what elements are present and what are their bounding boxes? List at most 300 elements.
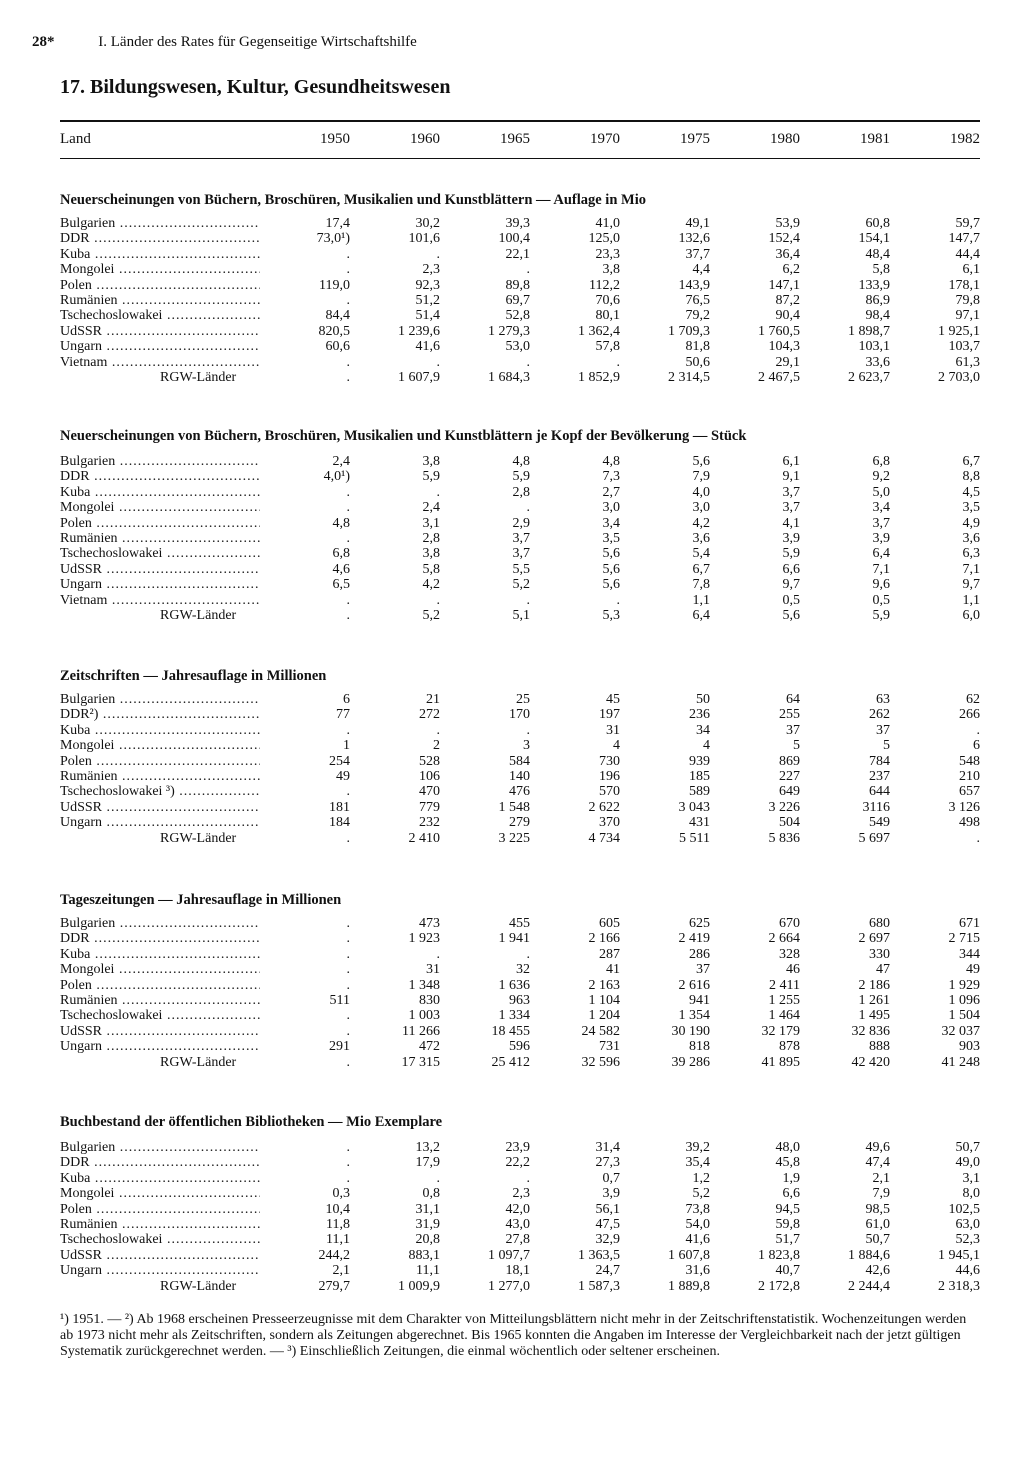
- value-cell: 41,6: [415, 339, 440, 355]
- value-cell: 20,8: [415, 1232, 440, 1248]
- table-row: [60, 815, 980, 830]
- value-cell: 112,2: [589, 277, 620, 293]
- value-cell: 2,4: [422, 500, 440, 516]
- value-cell: 79,2: [685, 308, 710, 324]
- value-cell: .: [346, 784, 350, 800]
- value-cell: 81,8: [685, 339, 710, 355]
- value-cell: 4,8: [332, 515, 350, 531]
- value-cell: 671: [959, 916, 980, 931]
- value-cell: 119,0: [319, 277, 350, 293]
- value-cell: 344: [959, 946, 980, 962]
- value-cell: 9,2: [872, 469, 890, 485]
- country-label: Mongolei .....: [60, 738, 260, 753]
- value-cell: 9,1: [782, 469, 800, 485]
- total-value-cell: 1 607,9: [398, 370, 440, 386]
- value-cell: 1,9: [782, 1170, 800, 1186]
- table-row: [60, 231, 980, 246]
- value-cell: 0,3: [332, 1186, 350, 1202]
- value-cell: 101,6: [408, 231, 440, 247]
- country-label: Tschechoslowakei .....: [60, 1008, 260, 1023]
- total-row: [60, 831, 980, 846]
- total-value-cell: 5,2: [422, 608, 440, 624]
- value-cell: 64: [786, 692, 800, 707]
- value-cell: 3,4: [602, 515, 620, 531]
- value-cell: .: [616, 354, 620, 370]
- value-cell: 596: [509, 1039, 530, 1055]
- value-cell: 1 239,6: [398, 323, 440, 339]
- value-cell: 1 929: [948, 977, 980, 993]
- value-cell: 3,1: [422, 515, 440, 531]
- table-row: [60, 469, 980, 484]
- value-cell: 6,2: [782, 262, 800, 278]
- table-row: [60, 692, 980, 707]
- total-label: RGW-Länder: [160, 830, 237, 846]
- value-cell: 31,9: [415, 1217, 440, 1233]
- value-cell: 49: [966, 962, 980, 978]
- value-cell: 3,8: [602, 262, 620, 278]
- value-cell: 11,1: [416, 1263, 440, 1279]
- country-label: Bulgarien .....: [60, 1140, 260, 1155]
- value-cell: 1: [343, 738, 350, 754]
- value-cell: 903: [959, 1039, 980, 1055]
- value-cell: 5,2: [512, 577, 530, 593]
- value-cell: 51,2: [415, 293, 440, 309]
- value-cell: 4,2: [422, 577, 440, 593]
- value-cell: 49,0: [955, 1155, 980, 1171]
- total-row: [60, 1055, 980, 1070]
- table-row: [60, 339, 980, 354]
- value-cell: 1 363,5: [578, 1247, 620, 1263]
- value-cell: 32: [516, 962, 530, 978]
- country-label: Rumänien .....: [60, 769, 260, 784]
- value-cell: 528: [419, 753, 440, 769]
- value-cell: .: [616, 592, 620, 608]
- total-value-cell: 2 244,4: [848, 1278, 890, 1294]
- value-cell: 2 411: [769, 977, 800, 993]
- value-cell: 210: [959, 769, 980, 785]
- total-value-cell: 2 467,5: [758, 370, 800, 386]
- value-cell: 6,7: [692, 561, 710, 577]
- total-value-cell: 1 889,8: [668, 1278, 710, 1294]
- table-row: [60, 993, 980, 1008]
- country-label: Vietnam .....: [60, 593, 260, 608]
- value-cell: 1 548: [498, 799, 530, 815]
- value-cell: .: [526, 354, 530, 370]
- table-row: [60, 1202, 980, 1217]
- value-cell: 7,1: [962, 561, 980, 577]
- value-cell: 1 709,3: [668, 323, 710, 339]
- value-cell: 255: [779, 707, 800, 723]
- value-cell: .: [526, 262, 530, 278]
- value-cell: 11,8: [326, 1217, 350, 1233]
- total-value-cell: 1 587,3: [578, 1278, 620, 1294]
- value-cell: 57,8: [595, 339, 620, 355]
- value-cell: 60,6: [325, 339, 350, 355]
- value-cell: 549: [869, 815, 890, 831]
- table-row: [60, 355, 980, 370]
- value-cell: 106: [419, 769, 440, 785]
- value-cell: 1 607,8: [668, 1247, 710, 1263]
- value-cell: 3: [523, 738, 530, 754]
- table-row: [60, 1140, 980, 1155]
- value-cell: 5,5: [512, 561, 530, 577]
- value-cell: 49,6: [865, 1140, 890, 1155]
- country-label: Tschechoslowakei .....: [60, 1232, 260, 1247]
- country-label: UdSSR .....: [60, 800, 260, 815]
- total-value-cell: 3 225: [498, 830, 530, 846]
- value-cell: 2 186: [858, 977, 890, 993]
- value-cell: 4,0¹): [323, 469, 350, 485]
- value-cell: 476: [509, 784, 530, 800]
- value-cell: 883,1: [408, 1247, 440, 1263]
- value-cell: 1 096: [948, 993, 980, 1009]
- value-cell: 1 348: [408, 977, 440, 993]
- table-row: [60, 516, 980, 531]
- value-cell: 37,7: [685, 246, 710, 262]
- value-cell: 4,8: [602, 454, 620, 469]
- value-cell: 181: [329, 799, 350, 815]
- value-cell: 5,0: [872, 484, 890, 500]
- country-label: UdSSR .....: [60, 1248, 260, 1263]
- value-cell: 59,8: [775, 1217, 800, 1233]
- value-cell: 80,1: [595, 308, 620, 324]
- table-row: [60, 593, 980, 608]
- country-label: Bulgarien .....: [60, 454, 260, 469]
- value-cell: 73,8: [685, 1201, 710, 1217]
- value-cell: 287: [599, 946, 620, 962]
- section-table: [60, 1140, 980, 1294]
- value-cell: 60,8: [865, 216, 890, 231]
- table-row: [60, 216, 980, 231]
- value-cell: 22,1: [505, 246, 530, 262]
- value-cell: 39,2: [685, 1140, 710, 1155]
- table-row: [60, 454, 980, 469]
- value-cell: 1 354: [678, 1008, 710, 1024]
- value-cell: 511: [329, 993, 350, 1009]
- value-cell: 197: [599, 707, 620, 723]
- value-cell: 279: [509, 815, 530, 831]
- value-cell: .: [526, 592, 530, 608]
- value-cell: 1,2: [692, 1170, 710, 1186]
- value-cell: .: [526, 722, 530, 738]
- value-cell: 1 464: [768, 1008, 800, 1024]
- country-label: DDR .....: [60, 469, 260, 484]
- table-row: [60, 546, 980, 561]
- column-header-year: 1980: [770, 131, 800, 147]
- value-cell: 570: [599, 784, 620, 800]
- column-header: [60, 132, 980, 147]
- value-cell: 48,0: [775, 1140, 800, 1155]
- section-table: [60, 916, 980, 1070]
- value-cell: 98,5: [865, 1201, 890, 1217]
- value-cell: 140: [509, 769, 530, 785]
- value-cell: 730: [599, 753, 620, 769]
- value-cell: .: [346, 977, 350, 993]
- running-head: [32, 34, 992, 51]
- value-cell: 4: [703, 738, 710, 754]
- value-cell: 41,0: [595, 216, 620, 231]
- value-cell: 2 166: [588, 931, 620, 947]
- value-cell: 90,4: [775, 308, 800, 324]
- value-cell: 504: [779, 815, 800, 831]
- value-cell: 5,4: [692, 546, 710, 562]
- value-cell: 50: [696, 692, 710, 707]
- total-label: RGW-Länder: [160, 1278, 237, 1294]
- value-cell: 2,7: [602, 484, 620, 500]
- country-label: Polen .....: [60, 1202, 260, 1217]
- value-cell: 11 266: [402, 1023, 440, 1039]
- country-label: Polen .....: [60, 516, 260, 531]
- table-row: [60, 262, 980, 277]
- total-value-cell: 4 734: [588, 830, 620, 846]
- value-cell: 5: [883, 738, 890, 754]
- country-label: Mongolei .....: [60, 262, 260, 277]
- value-cell: .: [346, 484, 350, 500]
- value-cell: 8,0: [962, 1186, 980, 1202]
- value-cell: 6: [973, 738, 980, 754]
- value-cell: 941: [689, 993, 710, 1009]
- value-cell: 31: [426, 962, 440, 978]
- total-value-cell: .: [346, 370, 350, 386]
- value-cell: 13,2: [415, 1140, 440, 1155]
- section-title: Buchbestand der öffentlichen Bibliotheken — Mio Exemplare: [60, 1114, 443, 1130]
- value-cell: 1 925,1: [938, 323, 980, 339]
- table-row: [60, 577, 980, 592]
- column-header-year: 1960: [410, 131, 440, 147]
- table-row: [60, 738, 980, 753]
- value-cell: 84,4: [325, 308, 350, 324]
- header-top-rule: [60, 120, 980, 122]
- value-cell: 3,6: [692, 531, 710, 547]
- total-label: RGW-Länder: [160, 1054, 237, 1070]
- value-cell: 431: [689, 815, 710, 831]
- value-cell: 3,1: [962, 1170, 980, 1186]
- total-value-cell: 1 852,9: [578, 370, 620, 386]
- country-label: Polen .....: [60, 754, 260, 769]
- value-cell: .: [436, 484, 440, 500]
- value-cell: 8,8: [962, 469, 980, 485]
- total-value-cell: .: [346, 830, 350, 846]
- value-cell: 0,7: [602, 1170, 620, 1186]
- value-cell: 784: [869, 753, 890, 769]
- value-cell: 61,3: [955, 354, 980, 370]
- total-value-cell: .: [976, 830, 980, 846]
- value-cell: 4,8: [512, 454, 530, 469]
- value-cell: 2,8: [422, 531, 440, 547]
- country-label: Tschechoslowakei ³) .....: [60, 784, 260, 799]
- value-cell: 89,8: [505, 277, 530, 293]
- value-cell: 3,0: [602, 500, 620, 516]
- value-cell: .: [436, 722, 440, 738]
- total-value-cell: 5,3: [602, 608, 620, 624]
- value-cell: 2,1: [872, 1170, 890, 1186]
- value-cell: 23,3: [595, 246, 620, 262]
- value-cell: 61,0: [865, 1217, 890, 1233]
- value-cell: 31,4: [595, 1140, 620, 1155]
- value-cell: 49: [336, 769, 350, 785]
- value-cell: 70,6: [595, 293, 620, 309]
- table-row: [60, 800, 980, 815]
- value-cell: .: [436, 354, 440, 370]
- page-number: 28*: [32, 34, 55, 50]
- table-row: [60, 500, 980, 515]
- value-cell: 152,4: [768, 231, 800, 247]
- value-cell: 23,9: [505, 1140, 530, 1155]
- value-cell: 1 279,3: [488, 323, 530, 339]
- value-cell: 17,4: [325, 216, 350, 231]
- value-cell: .: [346, 293, 350, 309]
- value-cell: .: [346, 531, 350, 547]
- value-cell: 3 043: [678, 799, 710, 815]
- value-cell: 888: [869, 1039, 890, 1055]
- value-cell: 680: [869, 916, 890, 931]
- value-cell: 6: [343, 692, 350, 707]
- value-cell: 2 664: [768, 931, 800, 947]
- total-value-cell: 25 412: [491, 1054, 530, 1070]
- value-cell: 45,8: [775, 1155, 800, 1171]
- value-cell: 1 504: [948, 1008, 980, 1024]
- value-cell: 670: [779, 916, 800, 931]
- total-value-cell: 32 596: [581, 1054, 620, 1070]
- total-value-cell: 2 410: [408, 830, 440, 846]
- header-bottom-rule: [60, 158, 980, 159]
- value-cell: 92,3: [415, 277, 440, 293]
- value-cell: 5,9: [512, 469, 530, 485]
- section-title: Tageszeitungen — Jahresauflage in Millionen: [60, 892, 342, 908]
- value-cell: 5: [793, 738, 800, 754]
- total-value-cell: 6,4: [692, 608, 710, 624]
- country-label: Kuba .....: [60, 723, 260, 738]
- value-cell: 0,8: [422, 1186, 440, 1202]
- value-cell: 52,8: [505, 308, 530, 324]
- value-cell: 37: [696, 962, 710, 978]
- value-cell: 52,3: [955, 1232, 980, 1248]
- value-cell: 818: [689, 1039, 710, 1055]
- value-cell: 50,7: [865, 1232, 890, 1248]
- value-cell: 73,0¹): [316, 231, 350, 247]
- value-cell: 254: [329, 753, 350, 769]
- value-cell: 1 884,6: [848, 1247, 890, 1263]
- country-label: Bulgarien .....: [60, 692, 260, 707]
- total-value-cell: 39 286: [671, 1054, 710, 1070]
- section-table: [60, 454, 980, 623]
- value-cell: 185: [689, 769, 710, 785]
- value-cell: 3,7: [872, 515, 890, 531]
- value-cell: 470: [419, 784, 440, 800]
- value-cell: 227: [779, 769, 800, 785]
- column-header-year: 1965: [500, 131, 530, 147]
- column-header-year: 1975: [680, 131, 710, 147]
- value-cell: 7,1: [872, 561, 890, 577]
- value-cell: 731: [599, 1039, 620, 1055]
- table-row: [60, 324, 980, 339]
- value-cell: 548: [959, 753, 980, 769]
- value-cell: 589: [689, 784, 710, 800]
- value-cell: 31,1: [415, 1201, 440, 1217]
- value-cell: 97,1: [955, 308, 980, 324]
- value-cell: 328: [779, 946, 800, 962]
- value-cell: 47: [876, 962, 890, 978]
- value-cell: 3,9: [782, 531, 800, 547]
- value-cell: 2 715: [948, 931, 980, 947]
- value-cell: 1 945,1: [938, 1247, 980, 1263]
- value-cell: 2,8: [512, 484, 530, 500]
- country-label: Tschechoslowakei .....: [60, 308, 260, 323]
- total-label: RGW-Länder: [160, 608, 237, 624]
- table-row: [60, 978, 980, 993]
- total-row: [60, 1279, 980, 1294]
- value-cell: 779: [419, 799, 440, 815]
- value-cell: 0,5: [782, 592, 800, 608]
- value-cell: 45: [606, 692, 620, 707]
- value-cell: 41,6: [685, 1232, 710, 1248]
- total-value-cell: 1 684,3: [488, 370, 530, 386]
- value-cell: 31,6: [685, 1263, 710, 1279]
- value-cell: 2 163: [588, 977, 620, 993]
- value-cell: 2 419: [678, 931, 710, 947]
- value-cell: 4,4: [692, 262, 710, 278]
- value-cell: 1 760,5: [758, 323, 800, 339]
- value-cell: 1 255: [768, 993, 800, 1009]
- value-cell: .: [346, 262, 350, 278]
- total-value-cell: 2 172,8: [758, 1278, 800, 1294]
- table-row: [60, 1232, 980, 1247]
- value-cell: 102,5: [948, 1201, 980, 1217]
- value-cell: 3,7: [512, 546, 530, 562]
- table-row: [60, 1263, 980, 1278]
- value-cell: 1 636: [498, 977, 530, 993]
- country-label: DDR .....: [60, 931, 260, 946]
- country-label: Ungarn .....: [60, 815, 260, 830]
- table-row: [60, 931, 980, 946]
- value-cell: .: [346, 500, 350, 516]
- country-label: Ungarn .....: [60, 339, 260, 354]
- value-cell: 272: [419, 707, 440, 723]
- total-value-cell: 41 895: [761, 1054, 800, 1070]
- value-cell: 605: [599, 916, 620, 931]
- value-cell: 5,8: [872, 262, 890, 278]
- value-cell: 3,4: [872, 500, 890, 516]
- table-row: [60, 293, 980, 308]
- value-cell: 4,6: [332, 561, 350, 577]
- value-cell: 6,7: [962, 454, 980, 469]
- total-value-cell: .: [346, 608, 350, 624]
- country-label: Ungarn .....: [60, 1039, 260, 1054]
- value-cell: 34: [696, 722, 710, 738]
- value-cell: 1 261: [858, 993, 890, 1009]
- value-cell: 7,9: [872, 1186, 890, 1202]
- value-cell: .: [526, 500, 530, 516]
- value-cell: 878: [779, 1039, 800, 1055]
- value-cell: 6,6: [782, 561, 800, 577]
- value-cell: 649: [779, 784, 800, 800]
- total-value-cell: 2 623,7: [848, 370, 890, 386]
- total-value-cell: 5 836: [768, 830, 800, 846]
- value-cell: .: [436, 246, 440, 262]
- value-cell: 244,2: [318, 1247, 350, 1263]
- value-cell: 6,4: [872, 546, 890, 562]
- value-cell: 1,1: [692, 592, 710, 608]
- value-cell: 50,7: [955, 1140, 980, 1155]
- value-cell: 32,9: [595, 1232, 620, 1248]
- value-cell: 5,6: [602, 546, 620, 562]
- table-row: [60, 247, 980, 262]
- total-value-cell: 2 703,0: [938, 370, 980, 386]
- country-label: Rumänien .....: [60, 993, 260, 1008]
- total-value-cell: 5 697: [858, 830, 890, 846]
- value-cell: 3,8: [422, 454, 440, 469]
- total-label: RGW-Länder: [160, 370, 237, 386]
